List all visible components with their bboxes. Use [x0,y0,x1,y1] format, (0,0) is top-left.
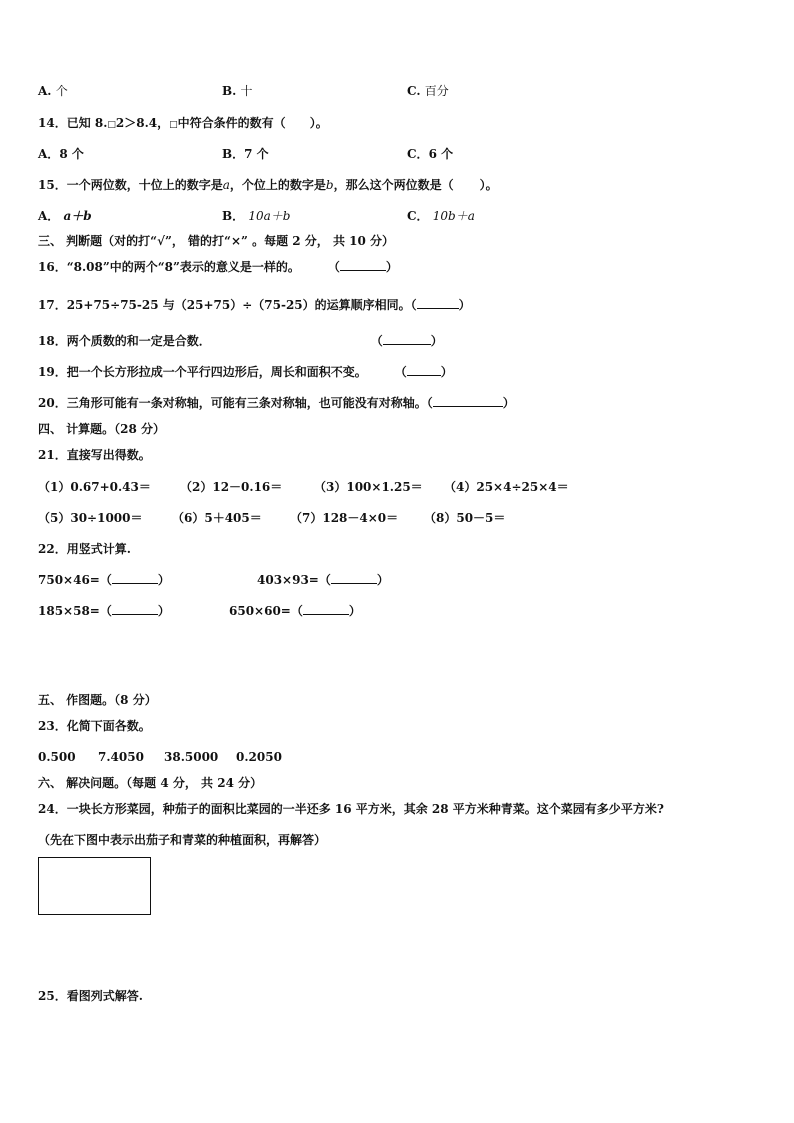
question-20: 20．三角形可能有一条对称轴，可能有三条对称轴，也可能没有对称轴。（ ） [38,396,515,410]
calc-item: （5）30÷1000＝ [38,511,143,525]
decimal-number: 7.4050 [98,750,144,764]
decimal-number: 38.5000 [164,750,219,764]
vertical-calc-item: 750×46=（ ） [38,573,170,587]
calc-item: （8）50－5＝ [424,511,506,525]
calc-item: （6）5＋405＝ [172,511,262,525]
section-3-heading: 三、 判断题（对的打“√”， 错的打“×” 。每题 2 分， 共 10 分） [38,234,395,248]
vertical-calc-item: 403×93=（ ） [257,573,389,587]
question-22-title: 22．用竖式计算. [38,542,131,556]
section-5-heading: 五、 作图题。（8 分） [38,693,157,707]
question-24: 24．一块长方形菜园，种茄子的面积比菜园的一半还多 16 平方米，其余 28 平方米种青菜。这个菜园有多少平方米? [38,802,664,816]
vertical-calc-item: 185×58=（ ） [38,604,170,618]
vertical-calc-item: 650×60=（ ） [229,604,361,618]
question-19: 19．把一个长方形拉成一个平行四边形后，周长和面积不变。 （ ） [38,365,453,379]
calc-item: （3）100×1.25＝ [314,480,423,494]
question-14: 14．已知 8.□2＞8.4，□中符合条件的数有（ ）。 [38,116,328,130]
calc-item: （2）12－0.16＝ [180,480,283,494]
q15-option-c: C． 10b＋a [407,209,475,223]
decimal-number: 0.500 [38,750,76,764]
garden-rectangle-box [38,857,151,915]
q15-option-a: A． a＋b [38,209,92,223]
question-24-note: （先在下图中表示出茄子和青菜的种植面积，再解答） [38,833,327,847]
section-4-heading: 四、 计算题。（28 分） [38,422,166,436]
decimal-number: 0.2050 [236,750,282,764]
question-18: 18．两个质数的和一定是合数． （ ） [38,334,443,348]
q15-option-b: B． 10a＋b [222,209,291,223]
q14-option-b: B．7 个 [222,147,269,161]
question-23-title: 23．化简下面各数。 [38,719,151,733]
q13-option-c: C. 百分 [407,84,449,98]
q14-option-c: C．6 个 [407,147,454,161]
question-21-title: 21．直接写出得数。 [38,448,151,462]
calc-item: （1）0.67+0.43＝ [38,480,151,494]
q13-option-a: A. 个 [38,84,68,98]
question-17: 17．25+75÷75-25 与（25+75）÷（75-25）的运算顺序相同。（ ） [38,298,471,312]
question-15: 15．一个两位数，十位上的数字是a，个位上的数字是b，那么这个两位数是（ ）。 [38,178,498,192]
section-6-heading: 六、 解决问题。（每题 4 分， 共 24 分） [38,776,263,790]
q13-option-b: B. 十 [222,84,253,98]
calc-item: （7）128－4×0＝ [290,511,399,525]
question-16: 16．“8.08”中的两个“8”表示的意义是一样的。 （ ） [38,260,398,274]
calc-item: （4）25×4÷25×4＝ [444,480,569,494]
question-25: 25．看图列式解答. [38,989,143,1003]
q14-option-a: A．8 个 [38,147,84,161]
